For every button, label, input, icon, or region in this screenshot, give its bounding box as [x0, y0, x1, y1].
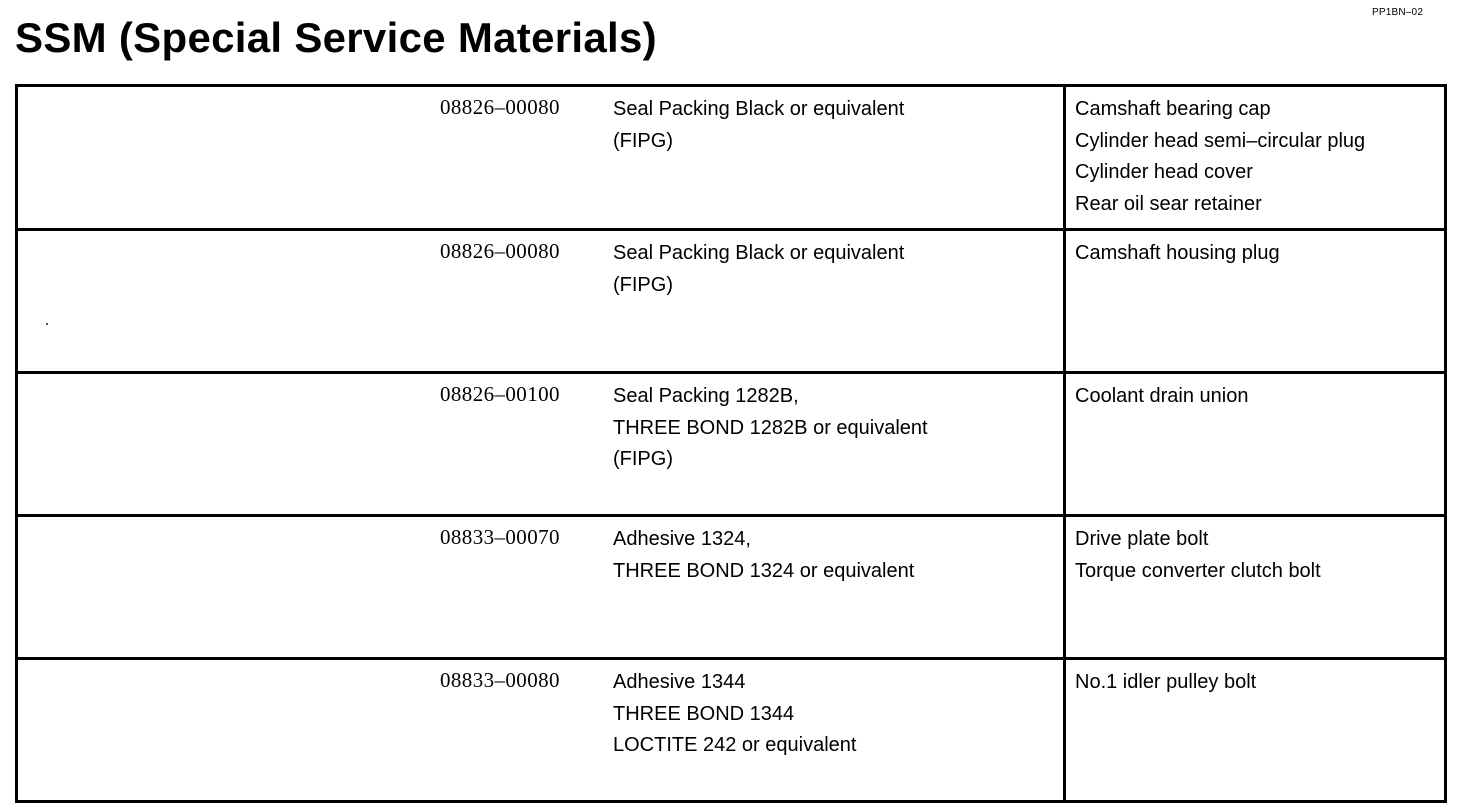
material-description — [613, 381, 928, 476]
usage-list — [1075, 667, 1256, 699]
column-divider — [1063, 84, 1066, 231]
material-description — [613, 524, 914, 587]
material-line: (FIPG) — [613, 448, 673, 470]
table-row — [18, 660, 1444, 803]
column-divider — [1063, 514, 1066, 660]
material-line: (FIPG) — [613, 129, 673, 152]
part-number: 08826–00080 — [440, 95, 560, 119]
usage-list — [1075, 381, 1248, 413]
material-line: Seal Packing Black or equivalent — [613, 98, 905, 120]
material-line: Adhesive 1344 — [613, 671, 746, 693]
page-title: SSM (Special Service Materials) — [15, 14, 657, 61]
usage-item: Cylinder head semi–circular plug — [1075, 129, 1366, 152]
column-divider — [1063, 657, 1066, 803]
part-number: 08826–00080 — [440, 239, 560, 263]
usage-list — [1075, 524, 1321, 587]
material-line: LOCTITE 242 or equivalent — [613, 734, 857, 756]
table-row — [18, 87, 1444, 231]
material-line: Seal Packing 1282B, — [613, 385, 799, 407]
ssm-table — [15, 84, 1447, 803]
stray-mark — [46, 323, 48, 325]
material-line: (FIPG) — [613, 273, 673, 296]
table-row — [18, 231, 1444, 374]
material-description — [613, 238, 904, 301]
material-line: THREE BOND 1282B or equivalent — [613, 416, 928, 439]
table-row — [18, 517, 1444, 660]
part-number: 08833–00080 — [440, 668, 560, 692]
part-number: 08833–00070 — [440, 525, 560, 549]
material-line: Adhesive 1324, — [613, 528, 751, 550]
column-divider — [1063, 228, 1066, 374]
usage-item: Camshaft bearing cap — [1075, 98, 1271, 120]
material-description — [613, 94, 904, 157]
usage-item: Camshaft housing plug — [1075, 242, 1280, 264]
usage-item: Rear oil sear retainer — [1075, 192, 1262, 215]
usage-item: Torque converter clutch bolt — [1075, 559, 1321, 582]
usage-list — [1075, 94, 1365, 220]
material-line: THREE BOND 1324 or equivalent — [613, 559, 915, 582]
usage-item: Cylinder head cover — [1075, 161, 1253, 183]
usage-list — [1075, 238, 1280, 270]
usage-item: Drive plate bolt — [1075, 528, 1209, 550]
part-number: 08826–00100 — [440, 382, 560, 406]
table-row — [18, 374, 1444, 517]
usage-item: Coolant drain union — [1075, 385, 1249, 407]
document-code: PP1BN–02 — [1372, 7, 1424, 18]
material-line: THREE BOND 1344 — [613, 702, 795, 725]
material-line: Seal Packing Black or equivalent — [613, 242, 905, 264]
column-divider — [1063, 371, 1066, 517]
usage-item: No.1 idler pulley bolt — [1075, 671, 1257, 693]
material-description — [613, 667, 856, 762]
